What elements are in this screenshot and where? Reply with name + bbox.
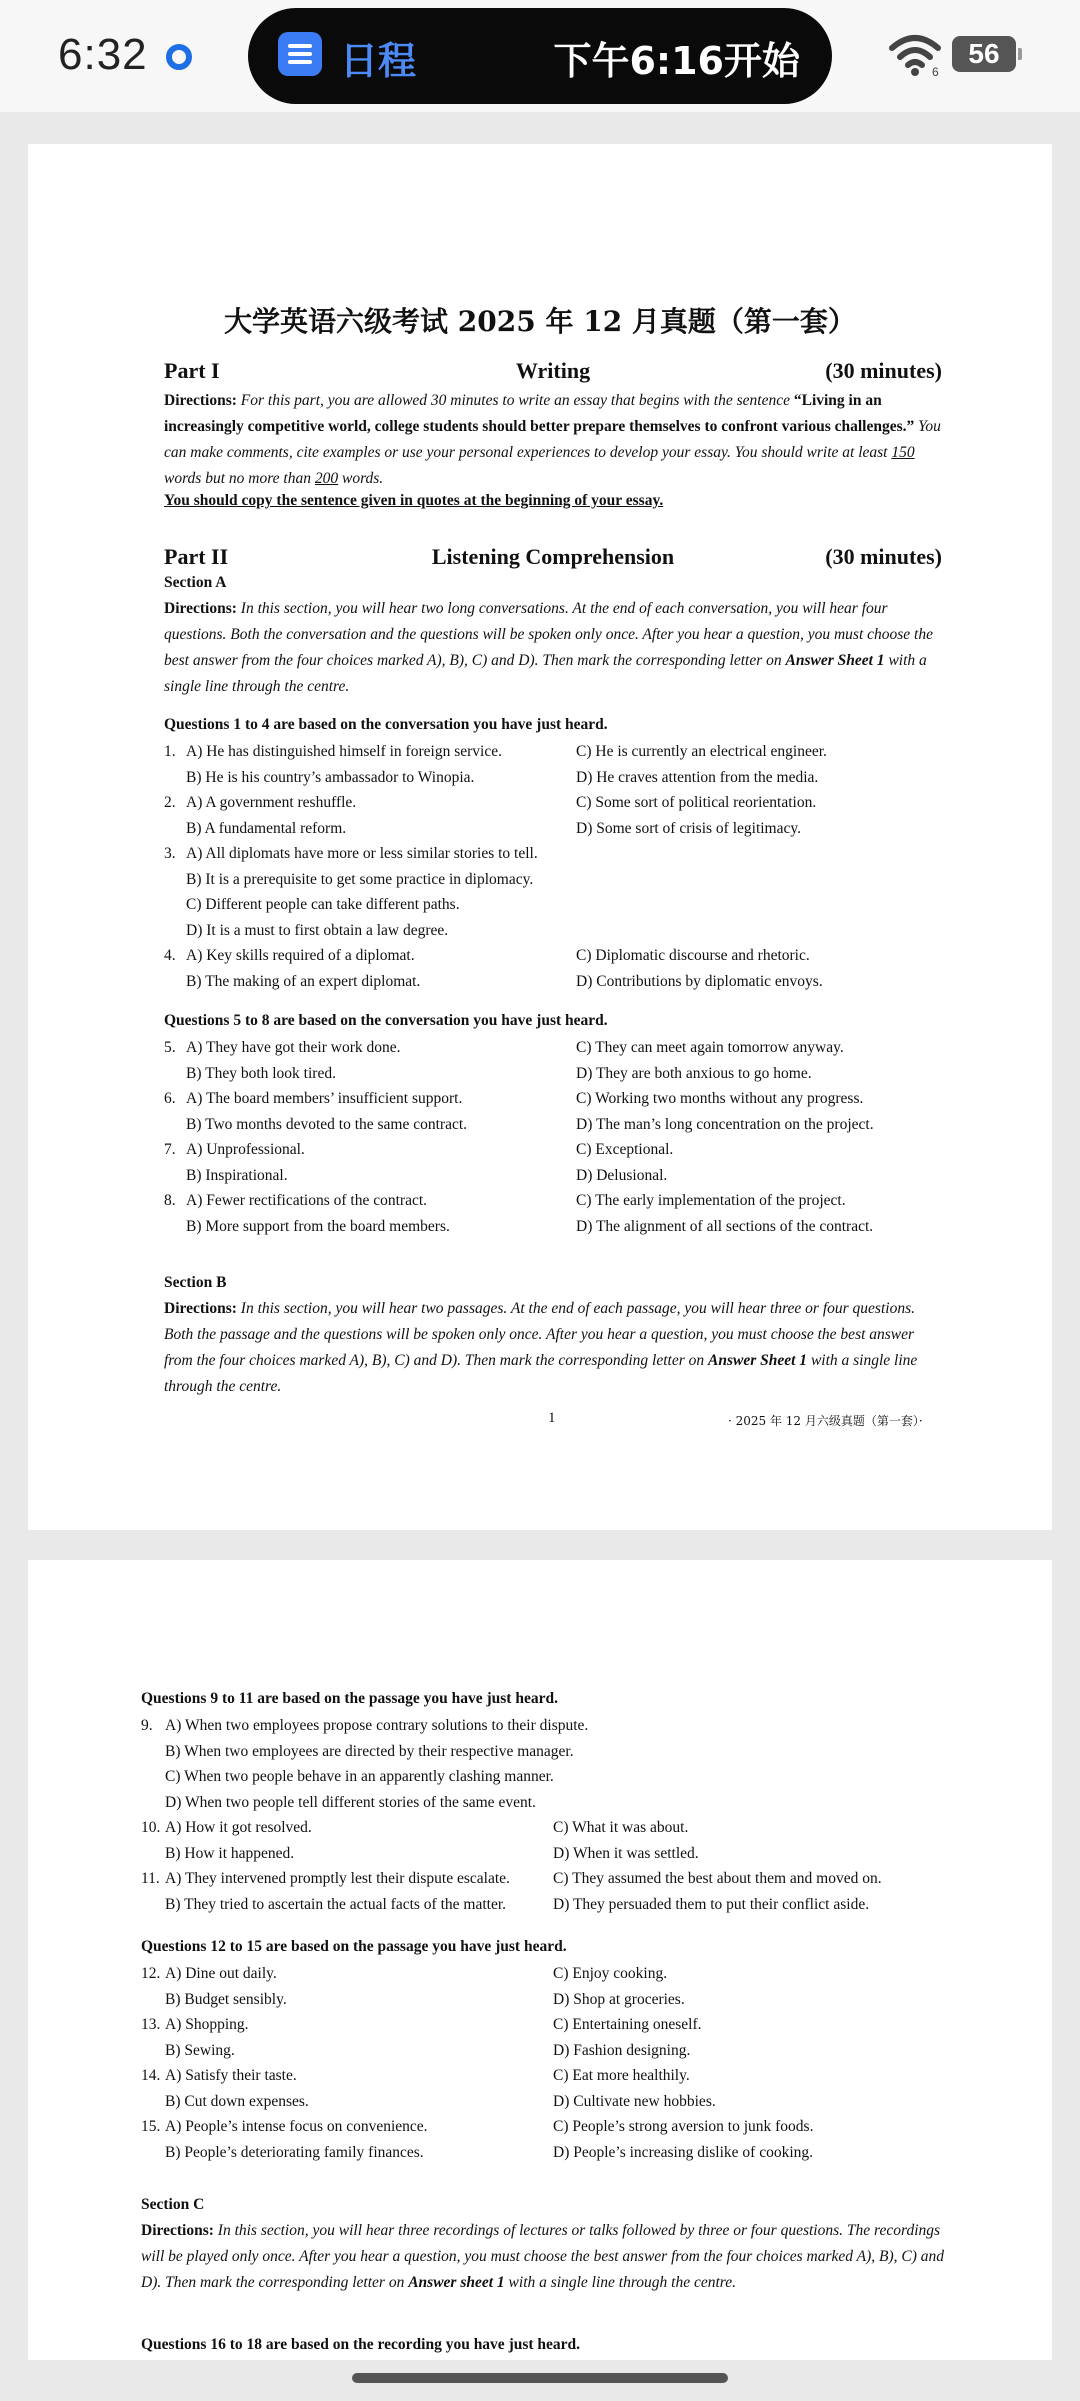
wifi-generation-label: 6 — [932, 65, 939, 78]
answer-option-c: C) They assumed the best about them and moved on. — [553, 1870, 882, 1887]
status-bar — [0, 0, 1080, 112]
answer-option-a: A) Fewer rectifications of the contract. — [186, 1192, 428, 1209]
answer-option-d: D) Contributions by diplomatic envoys. — [576, 972, 823, 990]
question-number: 15. — [141, 2118, 161, 2135]
pill-app-label: 日程 — [340, 39, 417, 83]
answer-option-a: A) A government reshuffle. — [186, 794, 357, 811]
question-number: 11. — [141, 1870, 160, 1887]
part-1-time: (30 minutes) — [825, 358, 942, 383]
answer-option-b: B) The making of an expert diplomat. — [186, 972, 421, 990]
answer-option-a: A) Unprofessional. — [186, 1141, 305, 1158]
answer-option-c: C) The early implementation of the project. — [576, 1192, 846, 1209]
document-page-1[interactable] — [28, 144, 1052, 1530]
answer-option-b: B) When two employees are directed by their respective manager. — [165, 1742, 574, 1760]
answer-option-a: A) Dine out daily. — [165, 1965, 277, 1982]
answer-option-b: B) Cut down expenses. — [165, 2092, 309, 2110]
part-1-copy-note: You should copy the sentence given in quotes at the beginning of your essay. — [164, 492, 664, 509]
answer-option-b: B) They both look tired. — [186, 1064, 336, 1082]
questions-16-18-heading: Questions 16 to 18 are based on the recording you have just heard. — [141, 2336, 581, 2353]
answer-option-d: D) They are both anxious to go home. — [576, 1064, 812, 1082]
part-2-label: Part II — [164, 544, 229, 569]
answer-option-b: B) How it happened. — [165, 1844, 295, 1862]
answer-option-c: C) Eat more healthily. — [553, 2067, 690, 2084]
answer-option-a: A) Key skills required of a diplomat. — [186, 947, 415, 964]
answer-option-a: A) They have got their work done. — [186, 1039, 401, 1056]
part-1-name: Writing — [515, 358, 591, 383]
question-number: 8. — [164, 1192, 176, 1209]
answer-option-b: B) People’s deteriorating family finances. — [165, 2143, 424, 2161]
section-c-directions: Directions: In this section, you will hear three recordings of lectures or talks followed by three or four questions. The recordings will be played only once. After you hear a question, you must choose the best answer from the four choices marked A), B), C) and D). Then mark the corresponding letter on Answer sheet 1 with a single line through the centre. — [141, 2222, 944, 2291]
pill-event-time: 下午6:16开始 — [553, 39, 800, 83]
questions-1-4-heading: Questions 1 to 4 are based on the conversation you have just heard. — [164, 716, 608, 733]
wifi-icon — [888, 32, 942, 78]
answer-option-b: B) Sewing. — [165, 2041, 235, 2059]
calendar-list-icon — [278, 32, 322, 76]
answer-option-a: A) They intervened promptly lest their dispute escalate. — [165, 1870, 510, 1887]
answer-option-b: B) More support from the board members. — [186, 1217, 450, 1235]
answer-option-c: C) Working two months without any progress. — [576, 1090, 864, 1107]
answer-option-c: C) People’s strong aversion to junk foods. — [553, 2118, 814, 2135]
question-number: 12. — [141, 1965, 161, 1982]
answer-option-d: D) Fashion designing. — [553, 2041, 691, 2059]
answer-option-a: A) How it got resolved. — [165, 1819, 312, 1836]
document-title: 大学英语六级考试 2025 年 12 月真题（第一套） — [224, 305, 856, 338]
answer-option-d: D) It is a must to first obtain a law degree. — [186, 921, 449, 939]
answer-option-c: C) Exceptional. — [576, 1141, 674, 1158]
live-activity-pill[interactable] — [248, 8, 832, 104]
question-number: 14. — [141, 2067, 161, 2084]
questions-5-8-heading: Questions 5 to 8 are based on the conversation you have just heard. — [164, 1012, 608, 1029]
part-2-name: Listening Comprehension — [431, 544, 675, 569]
answer-option-a: A) People’s intense focus on convenience. — [165, 2118, 428, 2135]
section-b-directions: Directions: In this section, you will hear two passages. At the end of each passage, you will hear three or four questions. Both the passage and the questions will be spoken only once. After you hear a question, you must choose the best answer from the four choices marked A), B), C) and D). Then mark the corresponding letter on Answer Sheet 1 with a single line through the centre. — [164, 1300, 918, 1395]
answer-option-c: C) Different people can take different paths. — [186, 896, 460, 913]
answer-option-b: B) A fundamental reform. — [186, 819, 347, 837]
answer-option-c: C) What it was about. — [553, 1819, 689, 1836]
answer-option-d: D) They persuaded them to put their conflict aside. — [553, 1895, 870, 1913]
answer-option-d: D) When it was settled. — [553, 1844, 699, 1862]
question-number: 9. — [141, 1717, 153, 1734]
answer-option-b: B) He is his country’s ambassador to Winopia. — [186, 768, 475, 786]
part-1-directions: Directions: For this part, you are allowed 30 minutes to write an essay that begins with the sentence “Living in an increasingly competitive world, college students should better prepare themselves to confront various challenges.” You can make comments, cite examples or use your personal experiences to develop your essay. You should write at least 150 words but no more than 200 words. — [164, 392, 941, 487]
question-number: 3. — [164, 845, 176, 862]
answer-option-d: D) People’s increasing dislike of cooking. — [553, 2143, 814, 2161]
question-number: 4. — [164, 947, 176, 964]
section-a-directions: Directions: In this section, you will hear two long conversations. At the end of each conversation, you will hear four questions. Both the conversation and the questions will be spoken only once. After you hear a question, you must choose the best answer from the four choices marked A), B), C) and D). Then mark the corresponding letter on Answer Sheet 1 with a single line through the centre. — [164, 600, 933, 695]
answer-option-b: B) Two months devoted to the same contract. — [186, 1115, 468, 1133]
answer-option-c: C) Some sort of political reorientation. — [576, 794, 817, 811]
answer-option-b: B) Inspirational. — [186, 1166, 288, 1184]
home-indicator[interactable] — [352, 2373, 728, 2383]
answer-option-d: D) Shop at groceries. — [553, 1990, 685, 2008]
section-c-heading: Section C — [141, 2196, 205, 2213]
question-number: 5. — [164, 1039, 176, 1056]
answer-option-d: D) He craves attention from the media. — [576, 768, 819, 786]
answer-option-c: C) Entertaining oneself. — [553, 2016, 702, 2033]
question-number: 2. — [164, 794, 176, 811]
questions-9-11-heading: Questions 9 to 11 are based on the passage you have just heard. — [141, 1690, 558, 1707]
answer-option-d: D) Some sort of crisis of legitimacy. — [576, 819, 801, 837]
part-2-time: (30 minutes) — [825, 544, 942, 569]
answer-option-a: A) He has distinguished himself in foreign service. — [186, 743, 502, 760]
answer-option-a: A) Satisfy their taste. — [165, 2067, 297, 2084]
questions-12-15-heading: Questions 12 to 15 are based on the passage you have just heard. — [141, 1938, 567, 1955]
answer-option-d: D) Delusional. — [576, 1166, 668, 1184]
section-b-heading: Section B — [164, 1274, 227, 1291]
document-page-2[interactable] — [28, 1560, 1052, 2360]
answer-option-d: D) Cultivate new hobbies. — [553, 2092, 716, 2110]
question-number: 6. — [164, 1090, 176, 1107]
answer-option-c: C) Enjoy cooking. — [553, 1965, 668, 1982]
answer-option-d: D) When two people tell different stories of the same event. — [165, 1793, 536, 1811]
answer-option-a: A) When two employees propose contrary solutions to their dispute. — [165, 1717, 589, 1734]
page-footer: · 2025 年 12 月六级真题（第一套）· — [728, 1414, 923, 1428]
answer-option-a: A) Shopping. — [165, 2016, 249, 2033]
part-1-label: Part I — [164, 358, 220, 383]
page-number: 1 — [548, 1410, 556, 1426]
answer-option-c: C) They can meet again tomorrow anyway. — [576, 1039, 844, 1056]
answer-option-b: B) They tried to ascertain the actual facts of the matter. — [165, 1895, 507, 1913]
answer-option-a: A) The board members’ insufficient support. — [186, 1090, 463, 1107]
answer-option-b: B) It is a prerequisite to get some practice in diplomacy. — [186, 870, 534, 888]
answer-option-c: C) He is currently an electrical engineer. — [576, 743, 827, 760]
answer-option-b: B) Budget sensibly. — [165, 1990, 287, 2008]
answer-option-c: C) Diplomatic discourse and rhetoric. — [576, 947, 810, 964]
question-number: 10. — [141, 1819, 161, 1836]
recording-indicator-icon — [166, 44, 192, 70]
question-number: 7. — [164, 1141, 176, 1158]
question-number: 1. — [164, 743, 176, 760]
answer-option-c: C) When two people behave in an apparently clashing manner. — [165, 1768, 554, 1785]
battery-indicator: 56 — [952, 36, 1016, 72]
section-a-heading: Section A — [164, 574, 227, 591]
question-number: 13. — [141, 2016, 161, 2033]
answer-option-a: A) All diplomats have more or less similar stories to tell. — [186, 845, 538, 862]
answer-option-d: D) The alignment of all sections of the contract. — [576, 1217, 874, 1235]
clock: 6:32 — [58, 30, 148, 79]
answer-option-d: D) The man’s long concentration on the project. — [576, 1115, 874, 1133]
